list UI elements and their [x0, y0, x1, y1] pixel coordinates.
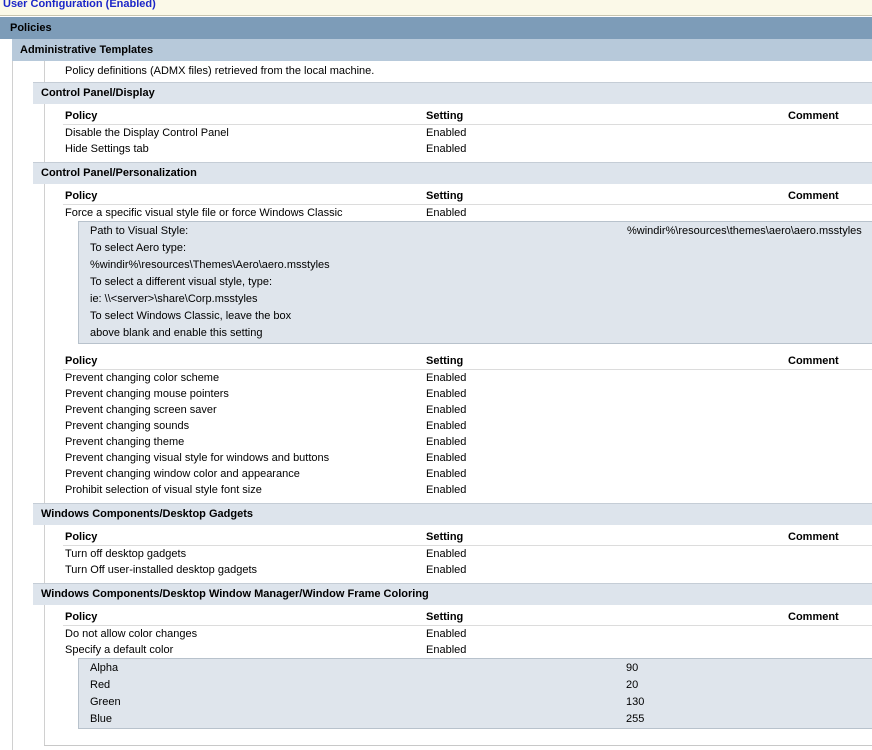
column-header-setting: Setting [426, 355, 464, 367]
column-header-comment: Comment [788, 110, 839, 122]
policy-name: Prevent changing mouse pointers [65, 388, 229, 400]
policy-setting: Enabled [426, 468, 467, 480]
administrative-templates-header[interactable] [12, 39, 872, 61]
policies-label: Policies [10, 22, 52, 34]
policy-name: Turn off desktop gadgets [65, 548, 187, 560]
policy-name: Hide Settings tab [65, 143, 149, 155]
visual-style-detail-box [78, 221, 872, 344]
tree-guide-line [12, 61, 13, 750]
section-title: Windows Components/Desktop Gadgets [41, 508, 253, 520]
column-header-setting: Setting [426, 531, 464, 543]
policy-name: Prevent changing sounds [65, 420, 190, 432]
color-channel-name: Red [90, 679, 111, 691]
section-title: Windows Components/Desktop Window Manager/Window Frame Coloring [41, 588, 429, 600]
policy-name: Prevent changing screen saver [65, 404, 217, 416]
column-header-comment: Comment [788, 190, 839, 202]
color-channel-value: 130 [626, 696, 645, 708]
color-channel-name: Blue [90, 713, 113, 725]
policy-setting: Enabled [426, 548, 467, 560]
section-desktop-gadgets[interactable] [33, 503, 872, 525]
column-header-policy: Policy [65, 190, 98, 202]
policies-header[interactable] [0, 17, 872, 39]
column-header-setting: Setting [426, 110, 464, 122]
policy-name: Prevent changing window color and appearance [65, 468, 300, 480]
section-guide-line [44, 605, 45, 745]
column-header-policy: Policy [65, 531, 98, 543]
policy-name: Do not allow color changes [65, 628, 198, 640]
section-end-divider [44, 745, 872, 746]
policy-name: Force a specific visual style file or force Windows Classic [65, 207, 343, 219]
policy-setting: Enabled [426, 628, 467, 640]
policy-setting: Enabled [426, 404, 467, 416]
section-control-panel-personalization[interactable] [33, 162, 872, 184]
policy-setting: Enabled [426, 484, 467, 496]
policy-name: Prohibit selection of visual style font size [65, 484, 262, 496]
color-channel-value: 90 [626, 662, 639, 674]
policy-name: Turn Off user-installed desktop gadgets [65, 564, 257, 576]
admx-note: Policy definitions (ADMX files) retrieved from the local machine. [65, 65, 375, 77]
policy-setting: Enabled [426, 452, 467, 464]
color-channel-value: 20 [626, 679, 639, 691]
section-guide-line [44, 104, 45, 162]
tree-guide-line [44, 61, 45, 83]
policy-setting: Enabled [426, 420, 467, 432]
column-header-setting: Setting [426, 190, 464, 202]
section-guide-line [44, 184, 45, 503]
section-title: Control Panel/Display [41, 87, 155, 99]
column-header-setting: Setting [426, 611, 464, 623]
section-window-frame-coloring[interactable] [33, 583, 872, 605]
policy-name: Prevent changing color scheme [65, 372, 220, 384]
policy-setting: Enabled [426, 143, 467, 155]
policy-name: Specify a default color [65, 644, 174, 656]
report-title[interactable]: User Configuration (Enabled) [3, 0, 156, 10]
default-color-detail-box [78, 658, 872, 729]
section-title: Control Panel/Personalization [41, 167, 197, 179]
detail-line: Path to Visual Style: [90, 225, 189, 237]
detail-line: above blank and enable this setting [90, 327, 263, 339]
policy-setting: Enabled [426, 127, 467, 139]
policy-setting: Enabled [426, 388, 467, 400]
column-header-comment: Comment [788, 531, 839, 543]
policy-name: Prevent changing theme [65, 436, 185, 448]
policy-setting: Enabled [426, 372, 467, 384]
color-channel-name: Alpha [90, 662, 119, 674]
detail-line: To select Windows Classic, leave the box [90, 310, 292, 322]
detail-line: %windir%\resources\Themes\Aero\aero.msstyles [90, 259, 330, 271]
policy-setting: Enabled [426, 436, 467, 448]
column-header-policy: Policy [65, 355, 98, 367]
detail-line: ie: \\<server>\share\Corp.msstyles [90, 293, 258, 305]
report-title-bar [0, 0, 872, 16]
detail-line: To select a different visual style, type: [90, 276, 272, 288]
policy-name: Prevent changing visual style for windows and buttons [65, 452, 330, 464]
visual-style-path-value: %windir%\resources\themes\aero\aero.msstyles [627, 225, 862, 237]
column-header-policy: Policy [65, 611, 98, 623]
detail-line: To select Aero type: [90, 242, 186, 254]
color-channel-value: 255 [626, 713, 645, 725]
policy-setting: Enabled [426, 207, 467, 219]
policy-setting: Enabled [426, 564, 467, 576]
section-control-panel-display[interactable] [33, 82, 872, 104]
column-header-policy: Policy [65, 110, 98, 122]
policy-name: Disable the Display Control Panel [65, 127, 229, 139]
section-guide-line [44, 525, 45, 583]
column-header-comment: Comment [788, 355, 839, 367]
administrative-templates-label: Administrative Templates [20, 44, 154, 56]
column-header-comment: Comment [788, 611, 839, 623]
policy-setting: Enabled [426, 644, 467, 656]
color-channel-name: Green [90, 696, 121, 708]
